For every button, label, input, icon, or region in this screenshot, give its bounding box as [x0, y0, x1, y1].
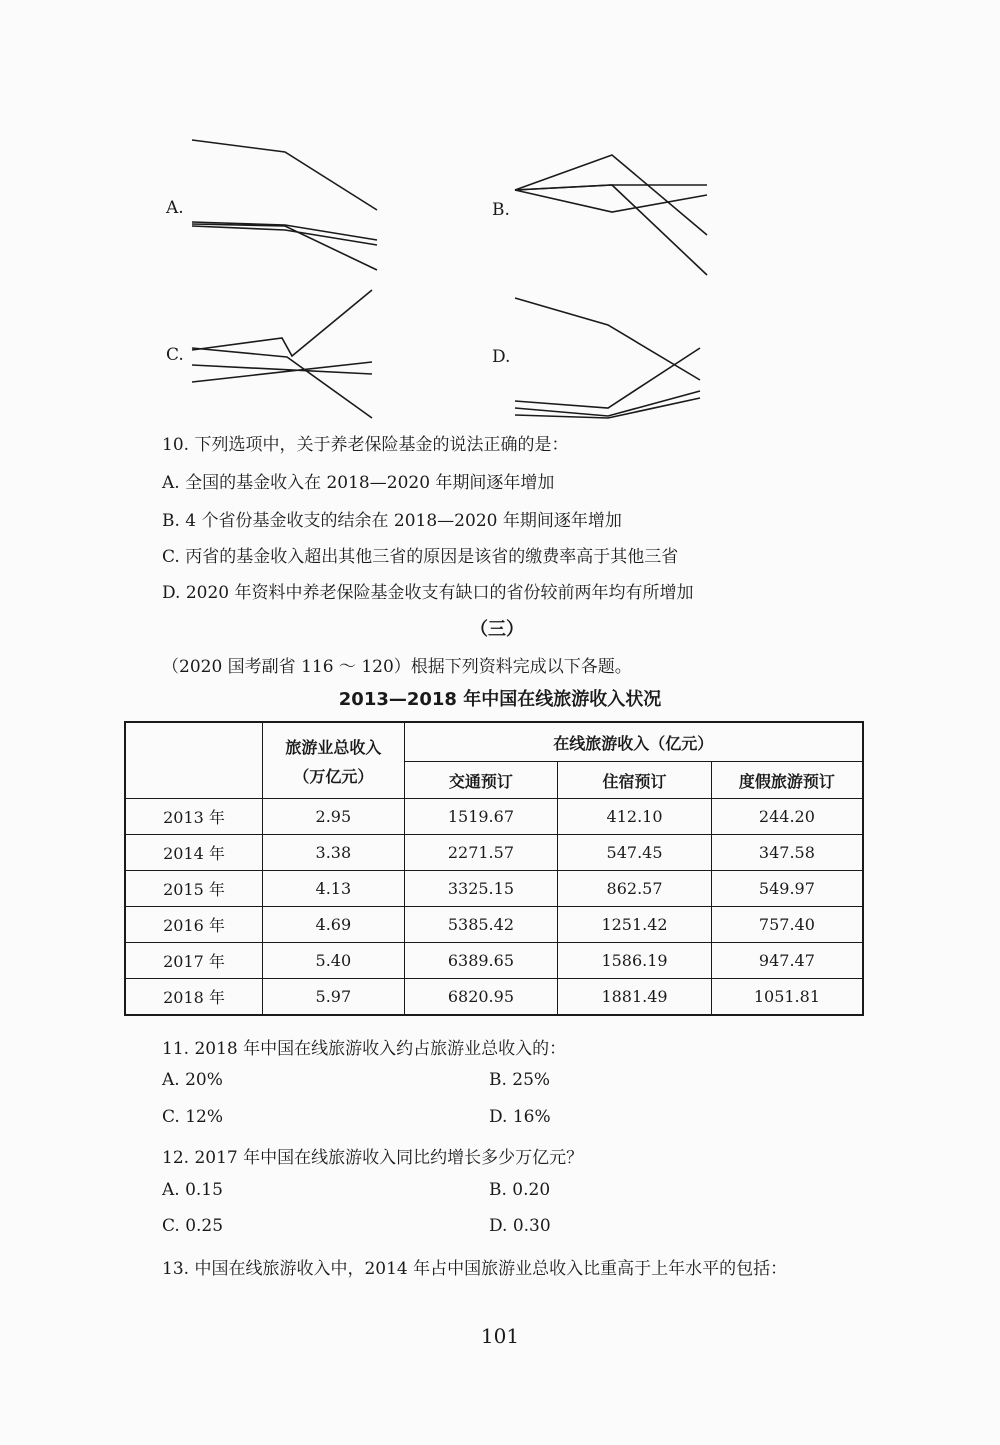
cell-total: 4.69 [263, 907, 405, 943]
table-row [125, 979, 863, 1016]
question-11-option-b: B. 25% [489, 1070, 551, 1090]
option-c-label: C. [166, 345, 184, 365]
cell-vacation: 757.40 [711, 907, 863, 943]
cell-total: 5.40 [263, 943, 405, 979]
question-13: 13. 中国在线旅游收入中，2014 年占中国旅游业总收入比重高于上年水平的包括： [162, 1259, 788, 1279]
cell-transport: 6389.65 [404, 943, 558, 979]
question-11-option-a: A. 20% [162, 1070, 223, 1090]
cell-transport: 2271.57 [404, 835, 558, 871]
option-a-chart [192, 140, 382, 280]
question-11-option-c: C. 12% [162, 1107, 223, 1127]
question-10-option-a: A. 全国的基金收入在 2018—2020 年期间逐年增加 [162, 473, 555, 493]
option-b-label: B. [492, 200, 510, 220]
header-total-revenue [263, 722, 405, 799]
question-10: 10. 下列选项中，关于养老保险基金的说法正确的是： [162, 435, 569, 455]
cell-vacation: 1051.81 [711, 979, 863, 1016]
cell-total: 3.38 [263, 835, 405, 871]
question-12-option-d: D. 0.30 [489, 1216, 551, 1236]
header-total-line2: （万亿元） [293, 766, 374, 786]
cell-lodging: 547.45 [558, 835, 712, 871]
header-vacation: 度假旅游预订 [711, 762, 863, 799]
cell-year: 2016 年 [125, 907, 263, 943]
header-transport: 交通预订 [404, 762, 558, 799]
option-c-chart [192, 290, 382, 425]
source-note: （2020 国考副省 116 ～ 120）根据下列资料完成以下各题。 [162, 657, 632, 677]
header-year-blank [125, 722, 263, 799]
cell-lodging: 862.57 [558, 871, 712, 907]
question-12-option-a: A. 0.15 [162, 1180, 223, 1200]
cell-lodging: 412.10 [558, 799, 712, 835]
cell-year: 2015 年 [125, 871, 263, 907]
cell-year: 2018 年 [125, 979, 263, 1016]
cell-year: 2014 年 [125, 835, 263, 871]
question-10-option-c: C. 丙省的基金收入超出其他三省的原因是该省的缴费率高于其他三省 [162, 547, 679, 567]
option-d-label: D. [492, 347, 511, 367]
cell-total: 5.97 [263, 979, 405, 1016]
tourism-revenue-table [124, 721, 864, 1016]
table-title: 2013—2018 年中国在线旅游收入状况 [338, 689, 662, 710]
option-a-label: A. [166, 198, 184, 218]
series-line-1 [192, 290, 372, 356]
option-b-chart [515, 140, 715, 280]
cell-transport: 5385.42 [404, 907, 558, 943]
series-line-1 [515, 298, 700, 380]
table-row [125, 943, 863, 979]
cell-year: 2017 年 [125, 943, 263, 979]
cell-vacation: 549.97 [711, 871, 863, 907]
cell-vacation: 947.47 [711, 943, 863, 979]
cell-vacation: 244.20 [711, 799, 863, 835]
table-row [125, 907, 863, 943]
header-total-line1: 旅游业总收入 [285, 737, 382, 757]
cell-total: 4.13 [263, 871, 405, 907]
table-row [125, 871, 863, 907]
table-row [125, 835, 863, 871]
series-line-4 [515, 185, 707, 190]
series-line-2 [192, 348, 372, 418]
cell-vacation: 347.58 [711, 835, 863, 871]
question-11-option-d: D. 16% [489, 1107, 551, 1127]
cell-lodging: 1881.49 [558, 979, 712, 1016]
cell-transport: 6820.95 [404, 979, 558, 1016]
header-lodging: 住宿预订 [558, 762, 712, 799]
cell-year: 2013 年 [125, 799, 263, 835]
series-line-1 [515, 155, 707, 235]
question-12-option-b: B. 0.20 [489, 1180, 551, 1200]
series-line-1 [192, 140, 377, 210]
question-11: 11. 2018 年中国在线旅游收入约占旅游业总收入的： [162, 1039, 567, 1059]
cell-lodging: 1251.42 [558, 907, 712, 943]
question-10-option-b: B. 4 个省份基金收支的结余在 2018—2020 年期间逐年增加 [162, 511, 622, 531]
question-12-option-c: C. 0.25 [162, 1216, 224, 1236]
series-line-3 [515, 190, 707, 212]
cell-total: 2.95 [263, 799, 405, 835]
question-10-option-d: D. 2020 年资料中养老保险基金收支有缺口的省份较前两年均有所增加 [162, 583, 694, 603]
section-heading: （三） [470, 619, 524, 640]
page-number: 101 [480, 1324, 520, 1348]
question-12: 12. 2017 年中国在线旅游收入同比约增长多少万亿元？ [162, 1148, 584, 1168]
table-row [125, 799, 863, 835]
cell-transport: 1519.67 [404, 799, 558, 835]
series-line-3 [192, 224, 377, 270]
cell-transport: 3325.15 [404, 871, 558, 907]
cell-lodging: 1586.19 [558, 943, 712, 979]
header-online-revenue: 在线旅游收入（亿元） [404, 722, 863, 762]
series-line-2 [515, 185, 707, 275]
option-d-chart [515, 298, 705, 423]
